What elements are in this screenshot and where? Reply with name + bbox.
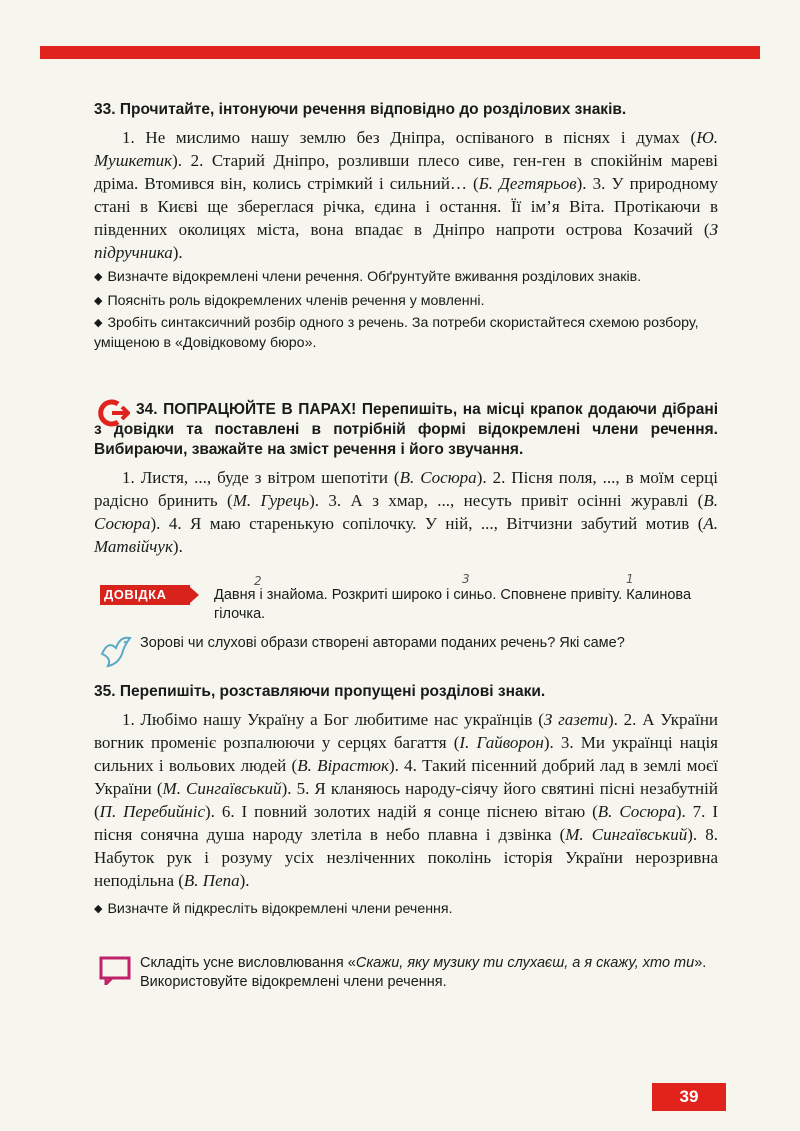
- exercise-33: [94, 100, 718, 353]
- exercise-35-task: ◆ Визначте й підкресліть відокремлені члени речення.: [94, 900, 718, 920]
- exercise-35-title: 35. Перепишіть, розставляючи пропущені розділові знаки.: [94, 683, 546, 700]
- speech-task-text: Складіть усне висловлювання «Скажи, яку музику ти слухаєш, а я скажу, хто ти». Використовуйте відокремлені члени речення.: [140, 955, 707, 990]
- exercise-33-task-2: ◆ Поясніть роль відокремлених членів речення у мовленні.: [94, 292, 718, 312]
- exercise-34-question: Зорові чи слухові образи створені авторами поданих речень? Які саме?: [140, 635, 625, 651]
- exercise-33-title: 33. Прочитайте, інтонуючи речення відповідно до розділових знаків.: [94, 101, 627, 118]
- exercise-34: [94, 400, 718, 558]
- page-number: 39: [652, 1083, 726, 1111]
- handwritten-mark-2: 2: [254, 574, 262, 588]
- exercise-33-task-3: ◆ Зробіть синтаксичний розбір одного з речень. За потреби скористайтеся схемою розбору, уміщеною в «Довідковому бюро».: [94, 314, 718, 353]
- exercise-35: [94, 682, 718, 920]
- dovidka-text: Давня і знайома. Розкриті широко і синьо. Сповнене привіту. Калинова гілочка.: [214, 587, 692, 622]
- handwritten-mark-3: 3: [462, 572, 470, 586]
- exercise-33-task-1: ◆ Визначте відокремлені члени речення. Обґрунтуйте вживання розділових знаків.: [94, 268, 718, 288]
- exercise-34-text: 1. Листя, ..., буде з вітром шепотіти (В. Сосюра). 2. Пісня поля, ..., в моїм серці радісно бринить (М. Гурець). 3. А з хмар, ..., несуть привіт осінні журавлі (В. Сосюра). 4. Я маю старенькую сопілочку. У ній, ..., Вітчизни забутий мотив (А. Матвійчук).: [94, 468, 718, 556]
- exercise-34-title: 34. ПОПРАЦЮЙТЕ В ПАРАХ! Перепишіть, на місці крапок додаючи дібрані з довідки та поставлені в потрібній формі відокремлені члени речення. Вибираючи, зважайте на зміст речення і його звучання.: [94, 401, 718, 458]
- handwritten-mark-1: 1: [626, 572, 634, 586]
- exercise-35-text: 1. Любімо нашу Україну а Бог любитиме нас українців (З газети). 2. А України вогник променіє розпалюючи у серцях багаття (І. Гайворон). 3. Ми українці нація сильних і вольових людей (В. Вірастюк). 4. Такий пісенний добрий лад в землі моєї України (М. Сингаївський). 5. Я кланяюсь народу-сіячу його святині пісні незабутній (П. Перебийніс). 6. І повний золотих надій я сонце піснею вітаю (В. Сосюра). 7. І пісня сонячна душа народу злетіла в небо плавна і дзвінка (М. Сингаївський). 8. Набуток рук і розуму усіх незліченних поколінь історія України нерозривна неподільна (В. Пепа).: [94, 710, 719, 890]
- top-red-bar: [40, 46, 760, 59]
- exercise-33-text: 1. Не мислимо нашу землю без Дніпра, оспіваного в піснях і думах (Ю. Мушкетик). 2. Старий Дніпро, розливши плесо сиве, ген-ген в спокійнім мареві дріма. Втомився він, колись стрімкий і сильний… (Б. Дегтярьов). 3. У природному стані в Києві ще збереглася річка, єдина і остання. Її ім’я Віта. Протікаючи в південних околицях міста, вона впадає в Дніпро напроти острова Козачий (З підручника).: [94, 128, 718, 262]
- dovidka-label: ДОВІДКА: [100, 585, 190, 605]
- bird-icon: [98, 634, 134, 670]
- speech-task-icon: [98, 955, 132, 985]
